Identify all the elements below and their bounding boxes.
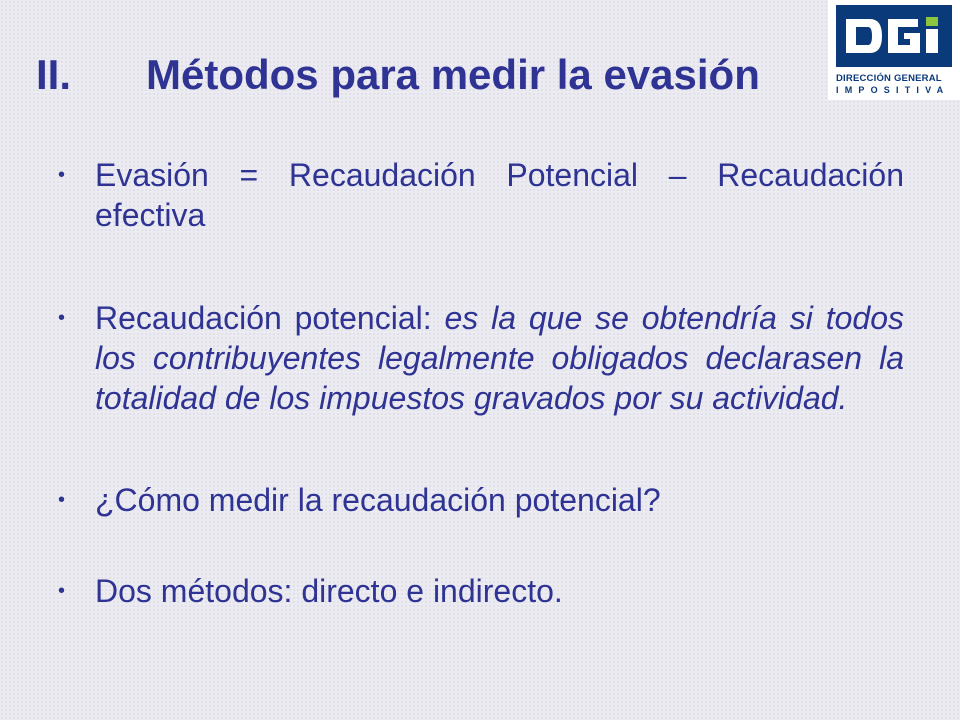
dgi-logo-mark-icon <box>836 5 952 67</box>
title-number: II. <box>36 51 72 98</box>
slide-title <box>36 52 760 98</box>
bullet-dot-icon: • <box>58 580 66 602</box>
bullet-item-evasion-formula <box>58 155 904 235</box>
bullet-text: ¿Cómo medir la recaudación potencial? <box>95 482 661 518</box>
dgi-logo <box>828 0 960 100</box>
bullet-dot-icon: • <box>58 307 66 329</box>
title-text: Métodos para medir la evasión <box>146 51 760 98</box>
bullet-item-dos-metodos <box>58 571 904 611</box>
bullet-item-recaudacion-potencial <box>58 298 904 418</box>
logo-line-1: DIRECCIÓN GENERAL <box>836 73 942 84</box>
bullet-item-como-medir <box>58 480 904 520</box>
bullet-lead: Recaudación potencial: <box>95 300 445 336</box>
bullet-list <box>58 155 904 611</box>
bullet-definition: es la que se obtendría si todos los contribuyentes legalmente obligados declarasen la totalidad de los impuestos gravados por su actividad. <box>95 300 905 416</box>
logo-line-2: IMPOSITIVA <box>836 85 950 95</box>
bullet-text: Evasión = Recaudación Potencial – Recaudación efectiva <box>95 157 904 233</box>
bullet-dot-icon: • <box>58 489 66 511</box>
bullet-dot-icon: • <box>58 164 66 186</box>
bullet-text: Dos métodos: directo e indirecto. <box>95 573 563 609</box>
